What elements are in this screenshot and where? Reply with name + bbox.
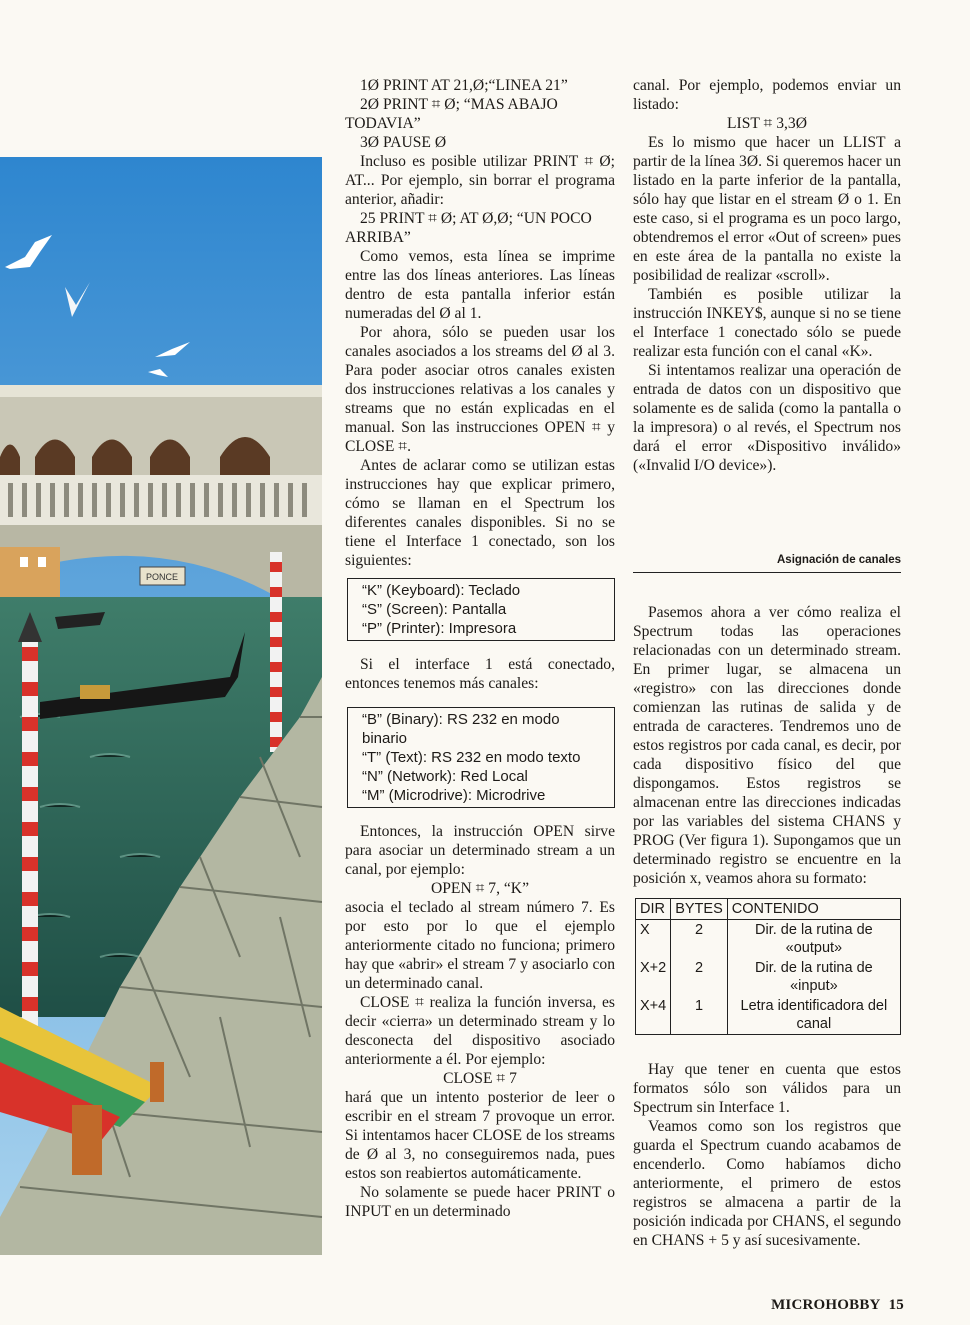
channel-entry: “K” (Keyboard): Teclado <box>362 582 521 599</box>
paragraph: También es posible utilizar la instrucción INKEY$, aunque si no se tiene el Interface 1 conectado sólo se puede realizar esta función con el canal «K». <box>633 286 901 360</box>
bridge-balustrade <box>0 475 322 525</box>
paragraph: Hay que tener en cuenta que estos formatos sólo son válidos para un Spectrum sin Interface 1. <box>633 1061 901 1116</box>
channel-entry: “B” (Binary): RS 232 en modo <box>362 711 560 728</box>
page-number: 15 <box>888 1297 904 1313</box>
code-line: 1Ø PRINT AT 21,Ø;“LINEA 21” <box>360 77 568 94</box>
paragraph: canal. Por ejemplo, podemos enviar un listado: <box>633 77 901 113</box>
paragraph: Pasemos ahora a ver cómo realiza el Spectrum todas las operaciones relacionadas con un determinado stream. En primer lugar, se almacena un «registro» con las direcciones donde comienzan las rutinas de salida y de entrada de caracteres. Tendremos uno de estos registros por cada canal, es decir, por cada dispositivo físico del que dispongamos. Estos registros se almacenan entre las direcciones indicadas por las variables del sistema CHANS y PROG (Ver figura 1). Supongamos que un determinado registro se encuentre en la posición x, veamos ahora su formato: <box>633 604 901 887</box>
venice-scene-graphic <box>0 157 322 1255</box>
paragraph: Si el interface 1 está conectado, entonces tenemos más canales: <box>345 656 615 692</box>
text-column-1 <box>345 76 615 1221</box>
text-column-2 <box>633 76 901 1250</box>
paragraph: Incluso es posible utilizar PRINT ⌗ Ø; AT... Por ejemplo, sin borrar el programa anterior, añadir: <box>345 153 615 208</box>
mooring-pole-right <box>270 552 282 752</box>
paragraph: No solamente se puede hacer PRINT o INPUT en un determinado <box>345 1184 615 1220</box>
table-header-row <box>636 899 901 920</box>
code-line: 25 PRINT ⌗ Ø; AT Ø,Ø; “UN POCO ARRIBA” <box>345 210 592 246</box>
code-line: CLOSE ⌗ 7 <box>443 1070 517 1087</box>
table-row <box>636 958 901 996</box>
table-header: DIR <box>636 899 671 920</box>
table-row <box>636 920 901 959</box>
channel-entry: “T” (Text): RS 232 en modo texto <box>362 749 581 766</box>
table-header: CONTENIDO <box>727 899 900 920</box>
channel-entry: “P” (Printer): Impresora <box>362 620 517 637</box>
table-row <box>636 996 901 1035</box>
code-line: LIST ⌗ 3,3Ø <box>727 115 807 132</box>
ponce-sign-text: PONCE <box>145 572 179 582</box>
channels-box-basic <box>347 578 615 641</box>
paragraph: asocia el teclado al stream número 7. Es por esto por lo que el ejemplo anteriormente citado no funciona; primero hay que «abrir» el stream 7 y asociarlo con un determinado canal. <box>345 899 615 992</box>
paragraph: Como vemos, esta línea se imprime entre las dos líneas anteriores. Las líneas dentro de esta pantalla inferior están numeradas del Ø al 1. <box>345 248 615 322</box>
channel-entry: “S” (Screen): Pantalla <box>362 601 507 618</box>
page-footer <box>771 1297 904 1314</box>
section-heading: Asignación de canales <box>633 551 901 573</box>
magazine-name: MICROHOBBY <box>771 1297 881 1313</box>
paragraph: Es lo mismo que hacer un LLIST a partir de la línea 3Ø. Si queremos hacer un listado en la parte inferior de la pantalla, sólo hay que listar en el stream Ø o 1. En este caso, si el programa es un poco largo, obtendremos el error «Out of screen» pues en este área de la pantalla no existe la posibilidad de realizar «scroll». <box>633 134 901 284</box>
table-cell: X+2 <box>636 958 671 996</box>
table-cell: 1 <box>671 996 728 1035</box>
code-line: 2Ø PRINT ⌗ Ø; “MAS ABAJO TODAVIA” <box>345 96 558 132</box>
table-cell: 2 <box>671 958 728 996</box>
channels-box-interface1 <box>347 707 615 808</box>
boat-post <box>72 1105 102 1175</box>
channel-entry: “N” (Network): Red Local <box>362 768 528 785</box>
table-cell: Dir. de la rutina de «output» <box>727 920 900 959</box>
register-format-table <box>635 898 901 1035</box>
paragraph: Veamos como son los registros que guarda el Spectrum cuando acabamos de encenderlo. Como habíamos dicho anteriormente, el primero de estos registros se almacena a partir de la posición indicada por CHANS, el segundo en CHANS + 5 y así sucesivamente. <box>633 1118 901 1249</box>
paragraph: CLOSE ⌗ realiza la función inversa, es decir «cierra» un determinado stream y lo desconecta del dispositivo asociado anteriormente a él. Por ejemplo: <box>345 994 615 1068</box>
paragraph: Antes de aclarar como se utilizan estas instrucciones hay que explicar primero, cómo se llaman en el Spectrum los diferentes canales disponibles. Si no se tiene el Interface 1 conectado, son los siguientes: <box>345 457 615 569</box>
code-line: 3Ø PAUSE Ø <box>360 134 447 151</box>
paragraph: Entonces, la instrucción OPEN sirve para asociar un determinado stream a un canal, por ejemplo: <box>345 823 615 878</box>
table-cell: X <box>636 920 671 959</box>
paragraph: Por ahora, sólo se pueden usar los canales asociados a los streams del Ø al 3. Para poder asociar otros canales existen dos instrucciones relativas a los canales y streams que no están explicadas en el manual. Son las instrucciones OPEN ⌗ y CLOSE ⌗. <box>345 324 615 455</box>
code-line: OPEN ⌗ 7, “K” <box>431 880 529 897</box>
channel-entry: binario <box>362 730 408 747</box>
table-cell: Letra identificadora del canal <box>727 996 900 1035</box>
paragraph: Si intentamos realizar una operación de entrada de datos con un dispositivo que solamente es de salida (como la pantalla o la impresora) o al revés, el Spectrum nos dará el error «Dispositivo inválido» («Invalid I/O device»). <box>633 362 901 474</box>
table-cell: Dir. de la rutina de «input» <box>727 958 900 996</box>
table-header: BYTES <box>671 899 728 920</box>
paragraph: hará que un intento posterior de leer o escribir en el stream 7 provoque un error. Si intentamos hacer CLOSE de los streams de Ø al 3, no conseguiremos nada, pues estos son reabiertos automáticamente. <box>345 1089 615 1182</box>
table-cell: 2 <box>671 920 728 959</box>
table-cell: X+4 <box>636 996 671 1035</box>
channel-entry: “M” (Microdrive): Microdrive <box>362 787 546 804</box>
venice-illustration <box>0 157 322 1255</box>
